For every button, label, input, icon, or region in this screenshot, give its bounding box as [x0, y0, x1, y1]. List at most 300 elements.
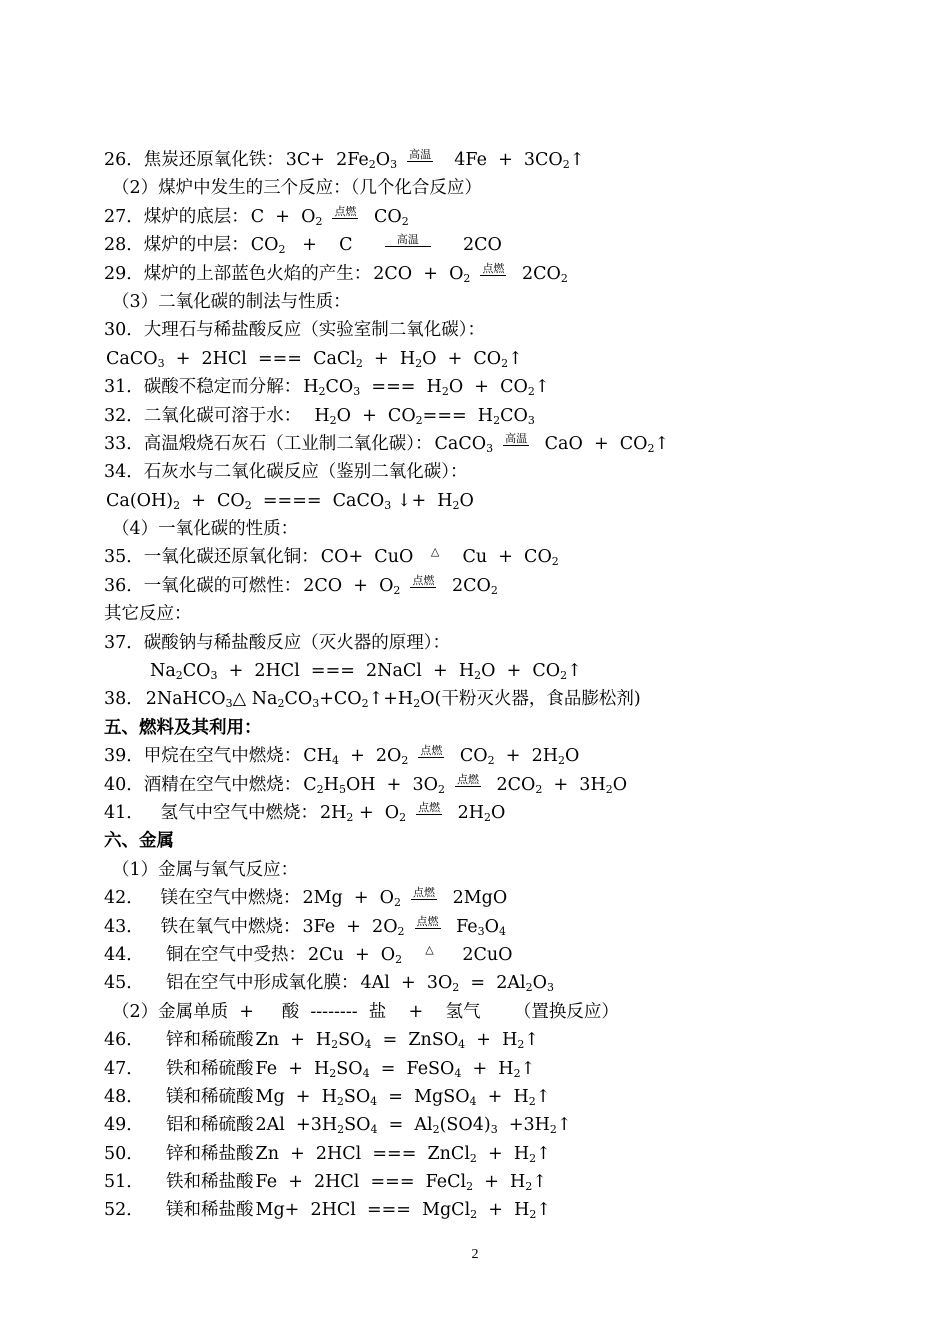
- formula-text: Mg+ 2HCl === MgCl: [255, 1200, 471, 1221]
- equation: [256, 1172, 547, 1192]
- equation: [146, 689, 641, 709]
- subscript: 2: [329, 1066, 337, 1080]
- formula-text: Mg + H: [255, 1086, 337, 1107]
- text-line: [104, 174, 864, 202]
- subscript: 2: [528, 1094, 536, 1108]
- formula-text: = Al: [377, 1115, 433, 1136]
- formula-text: ==== CaCO: [251, 490, 385, 511]
- text-line: [104, 1140, 864, 1168]
- text-line: [104, 600, 864, 628]
- formula-text: + CO: [180, 490, 245, 511]
- subscript: 2: [605, 782, 613, 796]
- formula-text: + C: [285, 235, 375, 256]
- equation: [302, 888, 507, 908]
- subscript: 3: [527, 413, 535, 427]
- formula-text: ↑: [654, 433, 670, 454]
- line-label: 44． 铜在空气中受热：: [104, 944, 307, 965]
- formula-text: = FeSO: [369, 1058, 455, 1079]
- line-label: 六、金属: [104, 831, 174, 852]
- line-label: 46． 锌和稀硫酸: [104, 1030, 254, 1051]
- formula-text: SO: [338, 1030, 365, 1051]
- formula-text: + H: [477, 1200, 530, 1221]
- formula-text: 2CuO: [445, 944, 513, 965]
- subscript: 2: [490, 583, 498, 597]
- subscript: 2: [525, 1180, 533, 1194]
- subscript: 2: [337, 1123, 345, 1137]
- equation: [361, 973, 554, 993]
- formula-text: 2Mg + O: [302, 888, 394, 909]
- subscript: 2: [173, 498, 181, 512]
- subscript: 2: [315, 214, 323, 228]
- equation: [302, 914, 507, 938]
- formula-text: === H: [360, 377, 442, 398]
- subscript: 2: [415, 413, 423, 427]
- formula-text: 2MgO: [447, 888, 508, 909]
- formula-text: CO: [284, 689, 313, 710]
- formula-text: ↑: [536, 1200, 552, 1221]
- subscript: 3: [546, 981, 554, 995]
- line-label: 36．一氧化碳的可燃性：: [104, 575, 302, 596]
- text-line: [104, 1055, 864, 1083]
- formula-text: C + O: [250, 206, 316, 227]
- equation: [303, 573, 498, 597]
- reaction-condition: 点燃: [412, 573, 435, 587]
- formula-text: O + CO: [448, 377, 528, 398]
- formula-text: +CO: [319, 689, 362, 710]
- line-label: 35．一氧化碳还原氧化铜：: [104, 547, 319, 568]
- reaction-condition: 高温: [385, 234, 431, 247]
- formula-text: + 2HCl === CaCl: [164, 348, 356, 369]
- formula-text: O + CO: [422, 348, 502, 369]
- subscript: 2: [452, 498, 460, 512]
- text-line: [104, 1196, 864, 1224]
- line-label: 49． 铝和稀硫酸: [104, 1115, 254, 1136]
- equation: [256, 1115, 572, 1135]
- formula-text: CaCO: [106, 348, 158, 369]
- formula-text: 2CO + O: [303, 575, 394, 596]
- formula-text: Fe + 2HCl === FeCl: [255, 1172, 467, 1193]
- formula-text: CO: [454, 746, 488, 767]
- line-label: 38．: [104, 689, 144, 710]
- subscript: 2: [244, 498, 252, 512]
- formula-text: ↑: [508, 348, 523, 369]
- formula-text: H: [323, 774, 339, 795]
- formula-text: CaCO: [434, 433, 487, 454]
- text-line: [104, 998, 864, 1026]
- text-line: [104, 430, 864, 458]
- text-line: [104, 1083, 864, 1111]
- subscript: 2: [487, 754, 495, 768]
- equation: [373, 261, 568, 285]
- text-line: [104, 572, 864, 600]
- formula-text: 2NaHCO: [145, 689, 226, 710]
- text-line: [104, 827, 864, 855]
- text-line: [104, 373, 864, 401]
- line-label: 45． 铝在空气中形成氧化膜：: [104, 973, 359, 994]
- equation: [256, 1087, 551, 1107]
- heating-condition: △: [430, 545, 440, 559]
- formula-text: 2H: [452, 802, 485, 823]
- formula-text: OH + 3O: [345, 774, 438, 795]
- formula-text: CO+ CuO: [320, 547, 419, 568]
- text-line: [104, 799, 864, 827]
- formula-text: O: [612, 774, 628, 795]
- subscript: 3: [384, 498, 392, 512]
- formula-text: 2H: [319, 802, 347, 823]
- subscript: 2: [469, 1151, 477, 1165]
- subscript: 4: [458, 1038, 466, 1052]
- formula-text: Zn + 2HCl === ZnCl: [255, 1143, 470, 1164]
- subscript: 4: [469, 1094, 477, 1108]
- formula-text: + 2HCl === 2NaCl + H: [217, 661, 475, 682]
- subscript: 2: [346, 810, 354, 824]
- formula-text: O: [491, 802, 506, 823]
- subscript: 4: [370, 1123, 378, 1137]
- subscript: 2: [463, 271, 471, 285]
- line-label: 34．石灰水与二氧化碳反应（鉴别二氧化碳）：: [104, 462, 468, 483]
- subscript: 2: [470, 1208, 478, 1222]
- formula-text: +3H: [497, 1115, 550, 1136]
- text-line: [104, 771, 864, 799]
- reaction-condition: 点燃: [334, 204, 357, 218]
- formula-text: ↓+ H: [391, 490, 453, 511]
- text-line: [104, 969, 864, 997]
- formula-text: CO: [325, 377, 354, 398]
- text-line: [104, 146, 864, 174]
- subscript: 2: [394, 896, 401, 910]
- formula-text: ↑: [524, 1030, 540, 1051]
- formula-text: CO: [500, 405, 528, 426]
- text-line: [104, 1026, 864, 1054]
- formula-text: CH: [303, 746, 332, 767]
- line-label: 28．煤炉的中层：: [104, 235, 249, 256]
- text-line: [104, 913, 864, 941]
- subscript: 2: [318, 385, 326, 399]
- subscript: 2: [513, 1066, 521, 1080]
- subscript: 2: [175, 669, 183, 683]
- line-label: 40．酒精在空气中燃烧：: [104, 774, 302, 795]
- formula-text: + O: [353, 802, 400, 823]
- formula-text: Cu + CO: [451, 547, 552, 568]
- text-line: [104, 657, 864, 685]
- reaction-condition: 高温: [505, 431, 528, 445]
- formula-text: CO: [250, 235, 279, 256]
- text-line: [104, 345, 864, 373]
- subscript: 2: [501, 356, 509, 370]
- line-label: 32．二氧化碳可溶于水：: [104, 405, 302, 426]
- formula-text: H: [303, 405, 330, 426]
- subscript: 2: [415, 356, 423, 370]
- text-line: [104, 458, 864, 486]
- formula-text: + H: [465, 1030, 518, 1051]
- equation: [256, 1030, 540, 1050]
- formula-text: 2Cu + O: [308, 944, 396, 965]
- subscript: 2: [395, 952, 403, 966]
- equation: [303, 377, 549, 397]
- formula-text: [402, 945, 413, 965]
- line-label: 50． 锌和稀盐酸: [104, 1143, 254, 1164]
- reaction-condition: 高温: [409, 148, 432, 161]
- subscript: 2: [562, 158, 570, 171]
- text-line: [104, 487, 864, 515]
- reaction-condition: 点燃: [418, 800, 441, 814]
- equation: [250, 204, 409, 228]
- formula-text: + H: [473, 1172, 526, 1193]
- text-line: [104, 203, 864, 231]
- subscript: 2: [278, 243, 286, 257]
- line-label: 39．甲烷在空气中燃烧：: [104, 746, 302, 767]
- subscript: 2: [397, 924, 405, 938]
- formula-text: 2CO + O: [373, 263, 464, 284]
- subscript: 2: [329, 413, 337, 427]
- equation: [308, 942, 513, 966]
- subscript: 2: [355, 356, 363, 370]
- formula-text: O: [484, 916, 500, 937]
- line-label: （2）煤炉中发生的三个反应：（几个化合反应）: [112, 178, 482, 199]
- subscript: 4: [499, 924, 507, 938]
- subscript: 4: [331, 754, 339, 768]
- formula-text: SO: [336, 1058, 363, 1079]
- formula-text: = ZnSO: [371, 1030, 459, 1051]
- formula-text: Fe + H: [255, 1058, 330, 1079]
- line-label: 42． 镁在空气中燃烧：: [104, 888, 301, 909]
- line-label: 52． 镁和稀盐酸: [104, 1200, 254, 1221]
- formula-text: ↑: [556, 1115, 572, 1136]
- reaction-condition: 点燃: [482, 261, 505, 275]
- subscript: 2: [437, 782, 445, 796]
- heating-condition: △: [425, 942, 434, 956]
- line-label: 51． 铁和稀盐酸: [104, 1172, 254, 1193]
- subscript: 3: [353, 385, 361, 399]
- formula-text: 2CO: [440, 235, 502, 256]
- text-line: [104, 884, 864, 912]
- text-line: [104, 941, 864, 969]
- formula-text: SO: [344, 1115, 371, 1136]
- subscript: 2: [484, 810, 492, 824]
- text-line: [104, 742, 864, 770]
- formula-text: 3Fe + 2O: [302, 916, 398, 937]
- formula-text: ↑: [520, 1058, 536, 1079]
- text-line: [104, 1168, 864, 1196]
- line-label: 其它反应：: [104, 604, 192, 625]
- line-label: （3）二氧化碳的制法与性质：: [112, 291, 351, 312]
- line-label: 41． 氢气中空气中燃烧：: [104, 802, 318, 823]
- line-label: 30．大理石与稀盐酸反应（实验室制二氧化碳）：: [104, 320, 486, 341]
- subscript: 3: [490, 1123, 498, 1137]
- subscript: 2: [527, 385, 535, 399]
- equation: [256, 1059, 536, 1079]
- subscript: 3: [157, 356, 165, 370]
- formula-text: 2CO: [516, 263, 561, 284]
- formula-text: ↑: [536, 1143, 551, 1164]
- formula-text: Na: [150, 661, 176, 682]
- formula-text: + 3H: [542, 774, 606, 795]
- text-line: [104, 543, 864, 571]
- text-line: [104, 515, 864, 543]
- formula-text: + 2O: [338, 746, 402, 767]
- line-label: 五、燃料及其利用：: [104, 717, 262, 738]
- subscript: 3: [390, 158, 398, 171]
- subscript: 2: [316, 782, 324, 796]
- line-label: （1）金属与氧气反应：: [112, 859, 299, 880]
- formula-text: O: [375, 150, 391, 170]
- text-line: [104, 231, 864, 259]
- equation: [321, 547, 559, 567]
- formula-text: C: [303, 774, 317, 795]
- formula-text: 2CO: [446, 575, 491, 596]
- formula-text: + H: [362, 348, 416, 369]
- subscript: 2: [557, 754, 565, 768]
- subscript: 4: [362, 1066, 370, 1080]
- formula-text: O + CO: [481, 661, 561, 682]
- formula-text: + H: [476, 1143, 530, 1164]
- equation: [256, 1200, 552, 1220]
- subscript: 2: [331, 1038, 339, 1052]
- line-label: 27．煤炉的底层：: [104, 206, 249, 227]
- subscript: 2: [525, 981, 533, 995]
- formula-text: Zn + H: [255, 1030, 332, 1051]
- formula-text: ↑+H: [368, 689, 414, 710]
- subscript: 2: [452, 981, 460, 995]
- subscript: 2: [560, 271, 568, 285]
- equation: [303, 772, 628, 796]
- subscript: 2: [560, 669, 568, 683]
- equation: [251, 235, 502, 255]
- formula-text: ↑: [534, 377, 550, 398]
- formula-text: === H: [422, 405, 494, 426]
- line-label: 29．煤炉的上部蓝色火焰的产生：: [104, 263, 372, 284]
- equation: [303, 746, 579, 766]
- subscript: 3: [486, 441, 494, 455]
- subscript: 2: [432, 1123, 440, 1137]
- subscript: 2: [493, 413, 501, 427]
- text-line: [104, 685, 864, 713]
- line-label: （4）一氧化碳的性质：: [112, 519, 299, 540]
- formula-text: ↑: [569, 150, 585, 170]
- subscript: 2: [549, 1123, 557, 1137]
- formula-text: ↑: [535, 1086, 551, 1107]
- subscript: 4: [370, 1094, 378, 1108]
- formula-text: 2Al +3H: [255, 1115, 338, 1136]
- formula-text: ↑: [567, 661, 582, 682]
- line-label: 31．碳酸不稳定而分解：: [104, 377, 302, 398]
- line-label: 26．焦炭还原氧化铁：: [104, 150, 284, 170]
- subscript: 4: [454, 1066, 462, 1080]
- equation: [256, 1144, 551, 1164]
- line-label: （2）金属单质 + 酸 -------- 盐 + 氢气 （置换反应）: [112, 1001, 619, 1022]
- formula-text: △ Na: [232, 689, 278, 710]
- reaction-condition: 点燃: [413, 886, 435, 900]
- formula-text: 3C+ 2Fe: [285, 150, 369, 170]
- line-label: 37．碳酸钠与稀盐酸反应（灭火器的原理）：: [104, 632, 451, 653]
- formula-text: CaO + CO: [539, 433, 648, 454]
- formula-text: = MgSO: [377, 1086, 470, 1107]
- text-line: [104, 288, 864, 316]
- equation: [286, 150, 585, 170]
- formula-text: ↑: [532, 1172, 547, 1193]
- formula-text: O: [459, 490, 474, 511]
- reaction-condition: 点燃: [416, 914, 439, 928]
- subscript: 2: [401, 754, 409, 768]
- subscript: 3: [210, 669, 218, 683]
- subscript: 3: [225, 697, 233, 711]
- document-body: [104, 146, 864, 1225]
- line-label: 47． 铁和稀硫酸: [104, 1058, 254, 1079]
- subscript: 2: [551, 555, 559, 569]
- subscript: 2: [517, 1038, 525, 1052]
- text-line: [104, 856, 864, 884]
- subscript: 3: [312, 697, 320, 711]
- formula-text: 2CO: [490, 774, 536, 795]
- text-line: [104, 629, 864, 657]
- subscript: 2: [529, 1208, 537, 1222]
- reaction-condition: 点燃: [456, 772, 479, 786]
- formula-text: CO: [182, 661, 211, 682]
- formula-text: O: [532, 973, 547, 994]
- subscript: 2: [277, 697, 285, 711]
- text-line: [104, 316, 864, 344]
- text-line: [104, 260, 864, 288]
- line-label: 48． 镁和稀硫酸: [104, 1086, 254, 1107]
- formula-text: + 2H: [494, 746, 558, 767]
- formula-text: O: [564, 746, 580, 767]
- formula-text: H: [303, 377, 319, 398]
- subscript: 2: [336, 1094, 344, 1108]
- line-label: 43． 铁在氧气中燃烧：: [104, 916, 301, 937]
- subscript: 2: [441, 385, 449, 399]
- equation: [150, 661, 582, 681]
- equation: [303, 406, 535, 426]
- formula-text: O(干粉灭火器，食品膨松剂): [420, 689, 641, 710]
- subscript: 2: [474, 669, 482, 683]
- equation: [106, 491, 474, 511]
- formula-text: + H: [476, 1086, 529, 1107]
- formula-text: Ca(OH): [106, 490, 174, 511]
- formula-text: (SO4): [439, 1115, 491, 1136]
- text-line: [104, 714, 864, 742]
- page-number: 2: [471, 1247, 479, 1262]
- subscript: 2: [361, 697, 369, 711]
- text-line: [104, 402, 864, 430]
- equation: [106, 349, 523, 369]
- formula-text: O + CO: [336, 405, 416, 426]
- formula-text: 4Al + 3O: [360, 973, 453, 994]
- formula-text: SO: [343, 1086, 371, 1107]
- subscript: 2: [466, 1180, 474, 1194]
- text-line: [104, 1111, 864, 1139]
- formula-text: Fe: [450, 916, 478, 937]
- formula-text: 4Fe + 3CO: [443, 150, 563, 170]
- formula-text: = 2Al: [459, 973, 526, 994]
- subscript: 2: [535, 782, 543, 796]
- subscript: 2: [401, 214, 409, 228]
- reaction-condition: 点燃: [420, 744, 443, 758]
- subscript: 2: [399, 810, 407, 824]
- subscript: 3: [477, 924, 485, 938]
- line-label: 33．高温煅烧石灰石（工业制二氧化碳）：: [104, 433, 433, 454]
- equation: [319, 800, 506, 824]
- subscript: 4: [364, 1038, 372, 1052]
- equation: [434, 431, 670, 455]
- formula-text: + H: [461, 1058, 514, 1079]
- subscript: 2: [393, 583, 401, 597]
- subscript: 2: [413, 697, 421, 711]
- formula-text: CO: [368, 206, 402, 227]
- subscript: 2: [529, 1151, 537, 1165]
- subscript: 2: [368, 158, 376, 171]
- subscript: 5: [338, 782, 346, 796]
- subscript: 2: [647, 441, 655, 455]
